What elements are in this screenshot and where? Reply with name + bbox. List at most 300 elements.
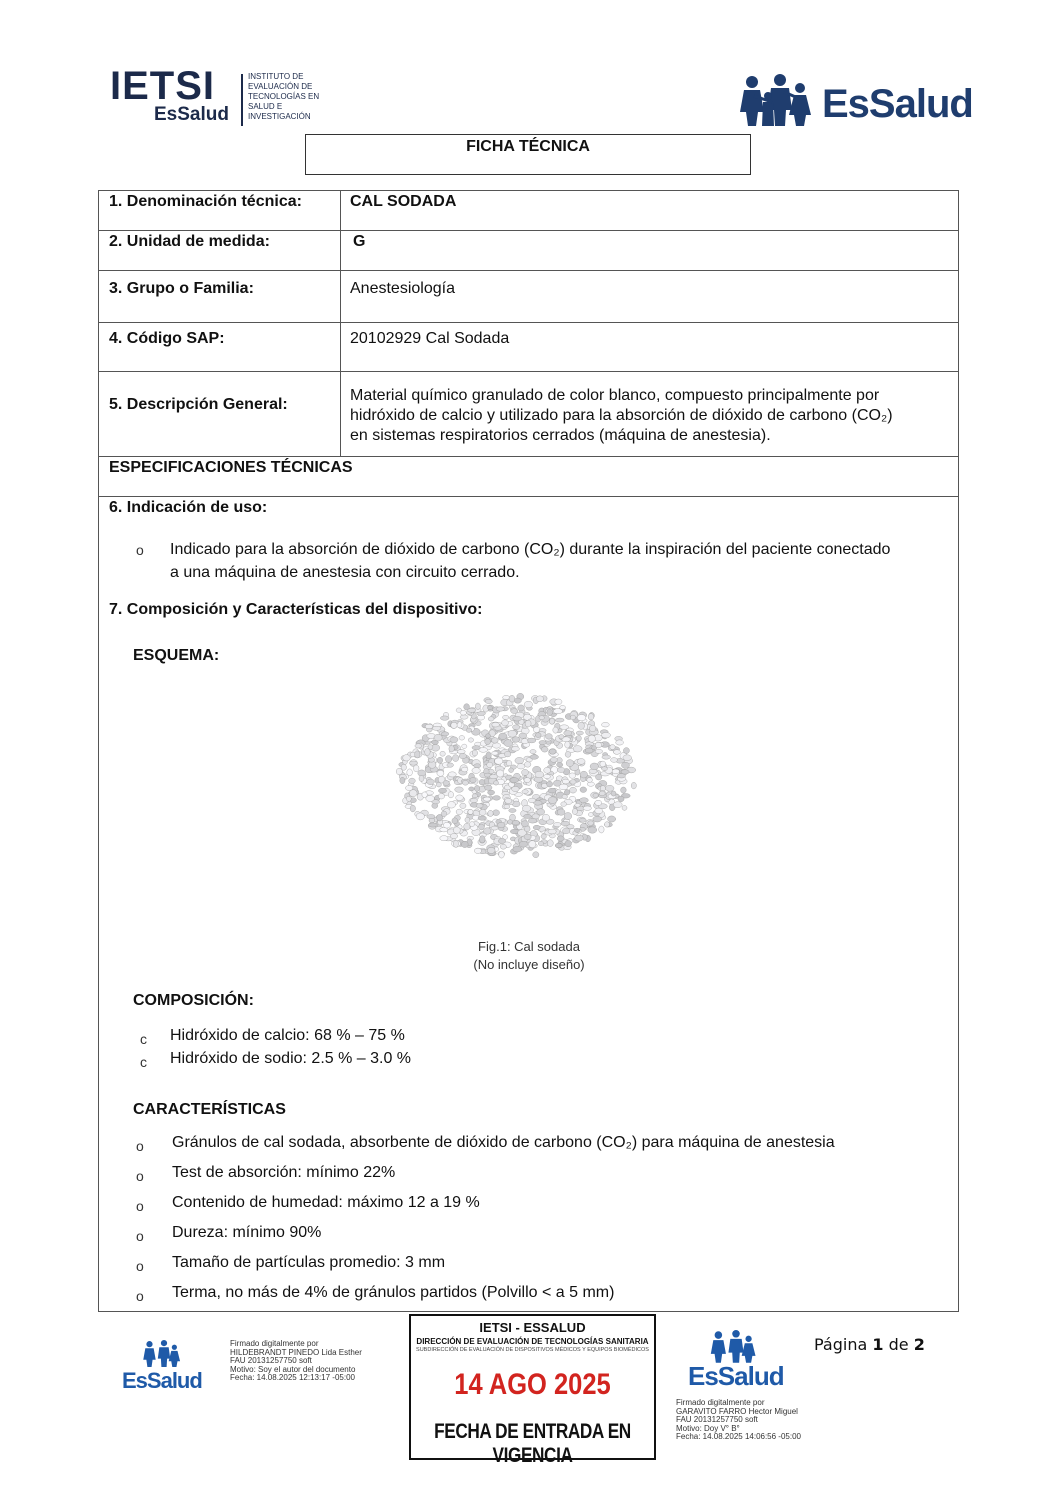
granule [513,846,522,852]
caracteristica-item: Tamaño de partículas promedio: 3 mm [172,1254,446,1271]
granule [460,711,466,716]
granule [528,818,537,823]
granule [562,779,569,784]
granule [453,827,460,834]
page-title: FICHA TÉCNICA [466,138,590,155]
granule [623,755,632,761]
granule [564,813,572,820]
granule [485,785,492,790]
granule [468,708,476,712]
granule [563,828,570,834]
granule [623,748,629,754]
granule [572,808,577,814]
granule [488,790,495,795]
granule [462,767,468,772]
stamp-vigencia: FECHA DE ENTRADA EN VIGENCIA [434,1420,631,1467]
granule [593,816,602,822]
granule [448,792,453,798]
granule [472,750,477,756]
granule [519,733,527,738]
row-label-codigo: 4. Código SAP: [109,330,225,347]
granule [574,828,580,832]
granule [488,717,494,721]
granule [440,751,445,756]
granule [416,813,424,820]
granule [529,841,536,848]
granule [548,788,556,793]
family-icon [142,1340,186,1368]
granule [608,816,616,822]
granule [557,836,564,841]
granule [472,794,478,798]
granule [549,718,554,724]
granule [595,742,602,748]
granule [508,730,517,737]
row-value-descripcion: Material químico granulado de color blanco, compuesto principalmente por hidróxido de calcio y utilizado para la absorción de dióxido de carbono (CO₂) en sistemas respiratorios cerrados (máquina de anestesia). [350,387,893,444]
granule [472,768,480,774]
granule [589,725,596,732]
ietsi-logo-divider [241,74,243,126]
granule [426,795,435,801]
granule [524,814,532,818]
granule [522,805,531,811]
granule [631,782,636,789]
granule [602,767,608,771]
esquema-label: ESQUEMA: [133,647,220,664]
granule [518,705,525,711]
bullet: o [136,1288,144,1304]
granule [462,780,468,785]
granule [502,720,509,726]
granule [475,703,480,710]
row-value-unidad: G [353,233,366,250]
granule [587,782,594,786]
row-label-grupo: 3. Grupo o Familia: [109,280,254,297]
granule [459,736,465,741]
granule [566,760,573,767]
granule [546,734,553,740]
granule [562,795,567,799]
granule [515,757,524,763]
granule [575,803,580,807]
granule [479,824,485,830]
granule [504,804,510,808]
granule [438,788,446,793]
caracteristica-item: Gránulos de cal sodada, absorbente de dióxido de carbono (CO₂) para máquina de anestesia [172,1134,835,1151]
table-divider [98,496,959,497]
table-divider [98,371,959,372]
granule [410,805,415,812]
granule [613,750,620,755]
granule [595,800,602,805]
granule [577,759,585,765]
stamp-subtitle: DIRECCIÓN DE EVALUACIÓN DE TECNOLOGÍAS SANITARIA [416,1337,649,1346]
granule [457,750,465,754]
granule [602,755,611,759]
granule [495,758,503,764]
ietsi-institute-name: INSTITUTO DE EVALUACIÓN DE TECNOLOGÍAS EN SALUD E INVESTIGACIÓN [248,72,320,121]
product-image [392,672,642,880]
granule [570,787,577,793]
row-label-unidad: 2. Unidad de medida: [109,233,270,250]
granule [460,803,466,808]
bullet: o [136,1138,144,1154]
granule [486,752,491,759]
granule [440,716,449,720]
granule [403,755,411,761]
granule [485,699,492,703]
caracteristica-item: Terma, no más de 4% de gránulos partidos (Polvillo < a 5 mm) [172,1284,615,1301]
granule [524,701,532,708]
family-icon [710,1330,762,1364]
granule [492,751,498,755]
granule [602,722,610,727]
granule [427,815,435,819]
granule [522,769,529,775]
granule [492,722,500,727]
granule [409,761,417,765]
granule [573,746,582,752]
granule [530,755,539,760]
bullet: c [140,1054,147,1070]
essalud-logo [740,72,973,130]
granule [505,798,512,803]
granule [521,821,528,827]
granule [493,796,501,801]
granule [599,826,604,833]
row-label-denominacion: 1. Denominación técnica: [109,193,302,210]
granule [514,698,521,703]
granule [553,727,558,733]
granule [611,758,618,763]
footer-essalud-logo-right [688,1330,784,1392]
granule [569,773,576,778]
footer-essalud-wordmark-left: EsSalud [122,1368,202,1393]
granule [443,781,449,786]
granule [547,709,553,716]
granule [487,762,493,768]
granule [476,804,483,809]
granule [512,737,519,743]
granule [484,828,492,835]
granule [511,747,519,752]
granule [401,764,406,770]
footer-essalud-logo-left [122,1340,206,1394]
granule [525,720,531,727]
granule [541,747,548,752]
granule [550,757,557,762]
granule [449,746,454,752]
granule [593,793,598,797]
granule [456,795,464,801]
bullet: o [136,1198,144,1214]
granule [580,771,587,778]
granule [605,822,610,827]
granule [611,791,616,796]
signature-block-right: Firmado digitalmente por GARAVITO FARRO Hector Miguel FAU 20131257750 soft Motivo: Doy V° B° Fecha: 14.08.2025 14:06:56 -05:00 [676,1398,801,1441]
granule [513,716,522,721]
granule [415,744,422,748]
granule [525,762,531,768]
granule [493,743,501,748]
family-icon [740,74,820,128]
granule [510,778,519,783]
caracteristicas-title: CARACTERÍSTICAS [133,1101,286,1118]
row-value-denominacion: CAL SODADA [350,193,457,210]
granule [509,768,514,773]
granule [557,763,563,768]
granule [555,843,562,848]
granule [560,705,566,709]
caracteristica-item: Dureza: mínimo 90% [172,1224,322,1241]
granule [437,814,443,821]
table-divider [98,230,959,231]
section6-title: 6. Indicación de uso: [109,499,268,516]
granule [535,771,544,778]
granule [588,714,594,720]
granule [524,778,530,783]
granule [575,835,584,841]
granule [498,822,505,827]
granule [565,741,570,748]
granule [470,778,476,783]
granule [610,745,615,750]
granule [452,755,458,762]
granule [428,823,437,827]
granule [533,825,540,830]
granule [447,802,455,809]
granule [469,822,475,827]
granule [577,715,586,721]
validity-stamp [409,1314,656,1467]
granule [496,707,505,711]
granule [538,841,543,845]
granule [621,787,627,793]
granule [539,741,546,745]
granule [490,775,498,779]
table-divider [98,322,959,323]
granule [565,840,572,846]
composicion-item: Hidróxido de calcio: 68 % – 75 % [170,1027,405,1044]
granule [443,822,450,828]
granule [559,735,564,739]
granule [548,829,556,834]
granule [564,790,570,796]
granule [580,798,589,803]
granule [535,733,541,738]
granule [434,734,442,741]
row-label-descripcion: 5. Descripción General: [109,396,288,413]
stamp-subdirection: SUBDIRECCIÓN DE EVALUACIÓN DE DISPOSITIVOS MÉDICOS Y EQUIPOS BIOMÉDICOS [416,1347,649,1353]
table-divider [98,456,959,457]
granule [452,818,458,824]
granule [499,733,507,740]
composicion-item: Hidróxido de sodio: 2.5 % – 3.0 % [170,1050,412,1067]
granule [483,797,490,801]
granule [605,785,614,791]
granule [565,752,571,758]
granule [479,779,485,785]
granule [425,724,433,729]
bullet: o [136,1228,144,1244]
granule [499,851,505,858]
granule [441,732,449,736]
granule [544,774,551,778]
granule [485,739,491,745]
caracteristica-item: Contenido de humedad: máximo 12 a 19 % [172,1194,480,1211]
row-value-codigo: 20102929 Cal Sodada [350,330,510,347]
granule [487,847,495,853]
granule [450,834,457,839]
granule [513,725,520,730]
granule [547,840,553,847]
granule [570,780,576,785]
composicion-title: COMPOSICIÓN: [133,992,254,1009]
granule [561,821,570,825]
granule [548,797,557,804]
granule [468,809,473,814]
granule [485,734,490,738]
granule [488,810,493,816]
granule [413,765,419,772]
granule [583,806,591,810]
granule [576,736,581,742]
granule [559,784,568,790]
granule [425,749,431,756]
granule [517,764,525,769]
granule [466,728,472,732]
row-value-grupo: Anestesiología [350,280,455,297]
granule [587,778,593,783]
section7-title: 7. Composición y Características del dispositivo: [109,601,483,618]
granule [536,696,543,702]
granule [618,796,624,802]
granule [478,816,486,820]
granule [544,767,551,773]
page-number: Página 1 de 2 [814,1335,925,1354]
granule [432,726,441,730]
title-box [305,134,751,175]
granule [409,778,416,783]
granule [474,848,481,853]
granule [460,715,468,719]
granule [579,818,586,822]
granule [509,809,516,813]
granule [456,809,462,815]
table-column-divider [340,190,341,456]
granule [509,695,515,702]
granule [436,782,441,787]
granule [427,779,435,785]
granule [445,756,451,763]
stamp-title: IETSI - ESSALUD [479,1320,586,1335]
granule [599,791,605,796]
ietsi-logo-text: IETSI [110,64,216,108]
specs-header: ESPECIFICACIONES TÉCNICAS [109,459,353,476]
granule [557,809,565,815]
granule [503,695,510,699]
granule [530,750,536,754]
granule [588,735,595,742]
granule [542,814,549,821]
figure-caption: Fig.1: Cal sodada (No incluye diseño) [473,939,585,972]
granule [595,808,603,814]
granule [554,822,561,826]
granule [560,725,569,730]
granule [556,718,565,722]
ietsi-logo-subtext: EsSalud [154,104,229,125]
granule [576,731,583,735]
granule [498,839,505,844]
granule [528,798,535,803]
stamp-date: 14 AGO 2025 [454,1368,611,1401]
granule [503,715,509,719]
granule [512,786,520,791]
granule [447,763,454,767]
granule [465,817,470,822]
granule [459,753,466,758]
granule [539,716,544,720]
bullet: o [136,542,144,558]
granule [437,770,444,776]
granule [537,809,545,815]
granule [474,785,479,791]
granule [588,821,594,826]
table-divider [98,270,959,271]
granule [600,761,606,767]
granule [468,738,473,742]
granule [622,806,627,811]
granule [612,769,619,774]
signature-block-left: Firmado digitalmente por HILDEBRANDT PINEDO Lida Esther FAU 20131257750 soft Motivo: Soy el autor del documento Fecha: 14.08.2025 12:13:17 -05:00 [230,1339,362,1382]
bullet: o [136,1258,144,1274]
granule [570,715,575,720]
granule [527,738,535,743]
granule [461,841,468,847]
granule [480,836,486,843]
granule [616,740,624,745]
granule [400,777,405,783]
granule [622,762,630,768]
granule [474,764,481,768]
granule [524,834,531,840]
granule [415,751,420,758]
footer-essalud-wordmark-right: EsSalud [688,1361,784,1391]
granule [462,744,467,748]
granule [602,732,611,738]
granule [448,772,456,777]
granule [407,769,413,776]
granule [555,699,562,705]
granule [519,841,527,847]
granule [472,746,480,750]
granule [578,722,585,729]
granule [590,763,598,770]
granule [549,749,556,754]
granule [440,836,448,841]
granule [564,731,572,736]
granule [557,767,565,772]
granule [547,781,553,787]
granule [451,722,457,728]
ietsi-logo [110,64,340,128]
granule [588,827,597,833]
granule [522,790,528,794]
granule [613,802,622,808]
essalud-wordmark: EsSalud [822,82,973,126]
granule [409,790,417,797]
granule [512,820,519,825]
